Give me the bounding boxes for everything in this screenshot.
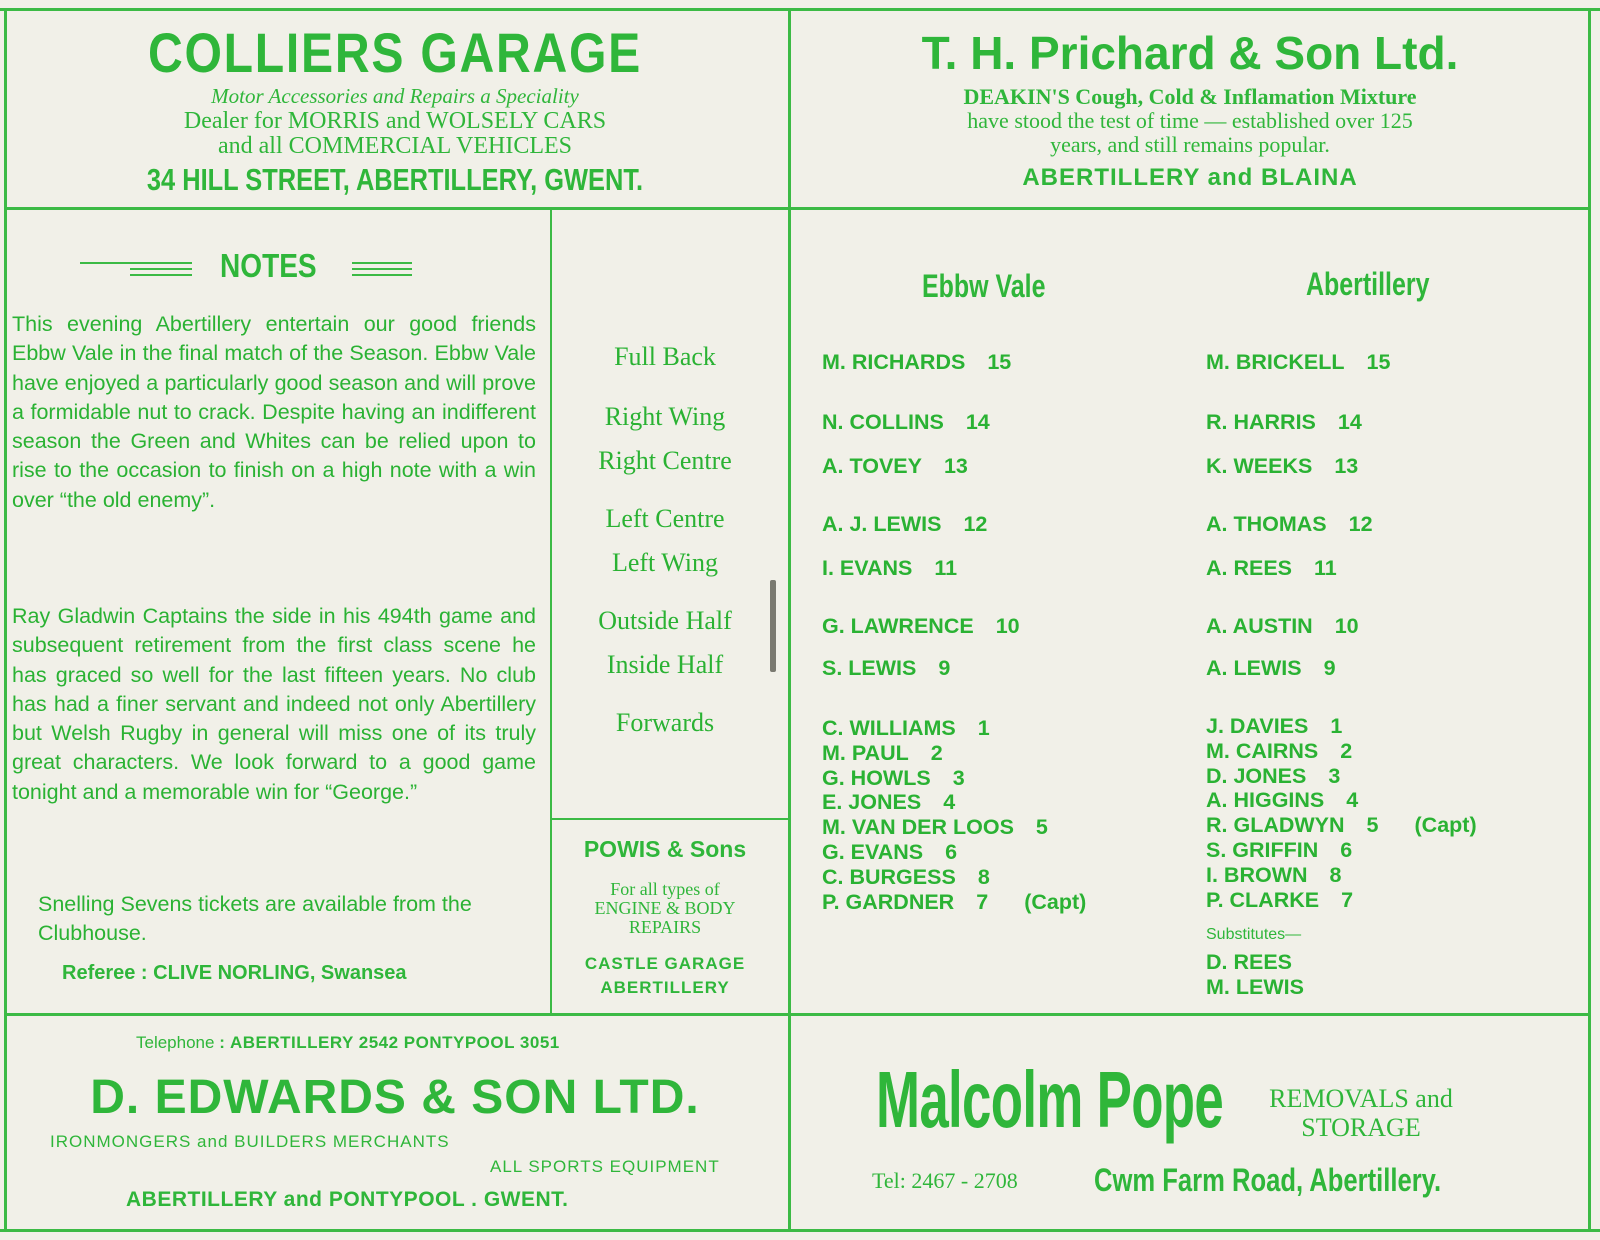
notes-paragraph-2 [12, 602, 536, 807]
position-right-centre: Right Centre [598, 446, 732, 475]
player-row [822, 741, 1086, 766]
player-number: 7 [1341, 887, 1354, 912]
position-left-centre: Left Centre [605, 504, 725, 533]
prichard-popular-line: years, and still remains popular. [1050, 132, 1330, 157]
player-name: I. EVANS [822, 556, 913, 580]
player-name: G. EVANS [822, 839, 924, 864]
player-row [822, 454, 968, 479]
player-number: 12 [963, 512, 988, 536]
powis-line: ENGINE & BODY [594, 898, 736, 918]
player-row [1206, 764, 1477, 789]
player-number: 12 [1348, 512, 1373, 536]
player-row [822, 890, 1086, 915]
player-row [822, 716, 1086, 741]
player-name: A. J. LEWIS [822, 512, 942, 536]
player-name: M. RICHARDS [822, 350, 966, 374]
player-name: A. HIGGINS [1206, 788, 1325, 813]
colliers-dealer-line: Dealer for MORRIS and WOLSELY CARS [183, 108, 607, 134]
position-inside-half: Inside Half [606, 650, 724, 679]
edwards-telephone-label: Telephone [136, 1033, 215, 1052]
player-row [1206, 512, 1373, 537]
ebbw-vale-forwards [822, 716, 1086, 914]
player-row [1206, 714, 1477, 739]
player-name: R. HARRIS [1206, 410, 1316, 434]
player-row [822, 512, 987, 537]
notes-rule-right [352, 262, 412, 264]
player-row [822, 410, 990, 435]
pope-address: Cwm Farm Road, Abertillery. [1094, 1162, 1442, 1198]
player-number: 10 [1334, 614, 1359, 638]
position-full-back: Full Back [614, 342, 716, 371]
powis-line: REPAIRS [628, 917, 702, 937]
player-row [1206, 656, 1336, 681]
substitute: M. LEWIS [1206, 974, 1304, 999]
player-name: G. HOWLS [822, 765, 931, 790]
pope-storage: STORAGE [1301, 1113, 1421, 1142]
player-row [1206, 863, 1477, 888]
substitutes-label: Substitutes— [1206, 926, 1302, 943]
notes-paragraph-1 [12, 310, 536, 515]
powis-town: ABERTILLERY [600, 978, 730, 997]
frame-top-line [0, 8, 1600, 11]
prichard-history-line: have stood the test of time — established over 125 [967, 108, 1413, 133]
player-name: A. REES [1206, 556, 1293, 580]
player-row [1206, 788, 1477, 813]
player-name: J. DAVIES [1206, 714, 1309, 738]
powis-title: POWIS & Sons [583, 836, 747, 862]
player-number: 4 [943, 790, 956, 815]
edwards-trade-line: IRONMONGERS and BUILDERS MERCHANTS [50, 1132, 450, 1151]
player-name: M. BRICKELL [1206, 350, 1345, 374]
notes-rule-right [352, 268, 412, 270]
player-row [1206, 888, 1477, 913]
player-number: 5 [1366, 813, 1379, 838]
player-name: M. VAN DER LOOS [822, 815, 1014, 840]
player-name: R. GLADWYN [1206, 813, 1345, 838]
player-number: 3 [952, 765, 965, 790]
colliers-address: 34 HILL STREET, ABERTILLERY, GWENT. [146, 162, 644, 197]
player-name: P. CLARKE [1206, 887, 1320, 912]
captain-badge: (Capt) [1024, 889, 1087, 914]
player-name: N. COLLINS [822, 410, 944, 434]
position-left-wing: Left Wing [611, 548, 719, 577]
powis-line: For all types of [610, 879, 720, 899]
edwards-title: D. EDWARDS & SON LTD. [90, 1071, 700, 1124]
player-number: 13 [1334, 454, 1359, 478]
player-row [822, 350, 1011, 375]
edwards-location: ABERTILLERY and PONTYPOOL . GWENT. [126, 1188, 569, 1211]
player-name: P. GARDNER [822, 889, 955, 914]
malcolm-pope-title: Malcolm Pope [876, 1055, 1224, 1144]
colliers-garage-title: COLLIERS GARAGE [147, 21, 643, 84]
player-name: C. BURGESS [822, 864, 956, 889]
colliers-vehicles-line: and all COMMERCIAL VEHICLES [218, 133, 572, 159]
footer-divider [4, 1013, 1591, 1016]
player-number: 15 [987, 350, 1012, 374]
prichard-location: ABERTILLERY and BLAINA [1022, 164, 1358, 191]
player-name: D. JONES [1206, 763, 1307, 788]
position-outside-half: Outside Half [598, 606, 732, 635]
pope-telephone: Tel: 2467 - 2708 [872, 1168, 1018, 1193]
player-number: 11 [1314, 556, 1337, 580]
player-number: 9 [938, 656, 951, 680]
player-number: 13 [943, 454, 968, 478]
player-name: M. PAUL [822, 740, 909, 765]
player-number: 4 [1346, 788, 1359, 813]
player-row [822, 840, 1086, 865]
colliers-tagline: Motor Accessories and Repairs a Speciality [211, 84, 579, 108]
notes-heading: NOTES [220, 247, 317, 284]
frame-left-line [4, 8, 7, 1232]
frame-bottom-line [0, 1229, 1600, 1232]
player-number: 14 [1337, 410, 1362, 434]
player-name: K. WEEKS [1206, 454, 1313, 478]
prichard-title: T. H. Prichard & Son Ltd. [921, 27, 1459, 79]
player-number: 1 [1330, 714, 1343, 738]
notes-paragraph-3 [38, 890, 538, 949]
player-name: C. WILLIAMS [822, 716, 956, 740]
captain-badge: (Capt) [1414, 813, 1477, 838]
position-right-wing: Right Wing [604, 402, 726, 431]
player-number: 11 [934, 556, 958, 580]
position-forwards: Forwards [615, 708, 715, 737]
player-row [1206, 556, 1337, 581]
notes-paragraph-2-text: Ray Gladwin Captains the side in his 494th game and subsequent retirement from the first class scene he has graced so well for the last fifteen years. No club has had a finer servant and indeed not only Abertillery but Welsh Rugby in general will miss one of its truly great characters. We look forward to a good game tonight and a memorable win for “George.” [12, 604, 536, 804]
notes-rule-left [80, 262, 192, 264]
edwards-sports-line: ALL SPORTS EQUIPMENT [490, 1157, 720, 1176]
player-row [1206, 838, 1477, 863]
player-name: M. CAIRNS [1206, 738, 1319, 763]
notes-rule-left [130, 268, 192, 270]
player-row [1206, 813, 1477, 838]
player-name: S. LEWIS [822, 656, 917, 680]
player-name: A. THOMAS [1206, 512, 1327, 536]
player-row [1206, 454, 1358, 479]
pope-removals: REMOVALS and [1269, 1084, 1453, 1113]
player-row [822, 865, 1086, 890]
notes-rule-left [130, 274, 192, 276]
player-number: 15 [1366, 350, 1391, 374]
player-row [822, 790, 1086, 815]
prichard-product-line: DEAKIN'S Cough, Cold & Inflamation Mixture [963, 84, 1417, 109]
player-number: 7 [976, 889, 989, 914]
player-row [822, 556, 957, 581]
player-row [822, 815, 1086, 840]
notes-paragraph-1-text: This evening Abertillery entertain our good friends Ebbw Vale in the final match of the Season. Ebbw Vale have enjoyed a particularly good season and will prove a formidable nut to crack. Despite having an indifferent season the Green and Whites can be relied upon to rise to the occasion to finish on a high note with a win over “the old enemy”. [12, 312, 536, 512]
team-heading-ebbw-vale: Ebbw Vale [922, 268, 1046, 304]
player-number: 9 [1323, 656, 1336, 680]
player-number: 2 [1340, 738, 1353, 763]
player-number: 8 [1329, 862, 1342, 887]
powis-garage: CASTLE GARAGE [584, 954, 746, 973]
notes-paragraph-3-text: Snelling Sevens tickets are available from the Clubhouse. [38, 892, 472, 946]
abertillery-substitutes [1206, 950, 1304, 1000]
player-name: E. JONES [822, 790, 922, 815]
team-heading-abertillery: Abertillery [1306, 266, 1430, 302]
player-number: 2 [930, 740, 943, 765]
player-number: 14 [965, 410, 990, 434]
player-name: A. AUSTIN [1206, 614, 1313, 638]
player-name: S. GRIFFIN [1206, 837, 1319, 862]
edwards-telephone [136, 1033, 560, 1053]
player-name: G. LAWRENCE [822, 614, 974, 638]
player-name: A. LEWIS [1206, 656, 1302, 680]
player-row [1206, 739, 1477, 764]
player-number: 6 [1340, 837, 1353, 862]
player-row [822, 614, 1020, 639]
player-number: 6 [945, 839, 958, 864]
player-name: I. BROWN [1206, 862, 1308, 887]
notes-rule-right [352, 274, 412, 276]
abertillery-forwards [1206, 714, 1477, 912]
player-row [1206, 614, 1359, 639]
referee-line: Referee : CLIVE NORLING, Swansea [62, 962, 407, 984]
header-divider [4, 207, 1591, 210]
player-row [822, 656, 950, 681]
player-name: A. TOVEY [822, 454, 922, 478]
player-number: 10 [995, 614, 1020, 638]
player-row [1206, 350, 1390, 375]
player-number: 8 [977, 864, 990, 889]
edwards-telephone-numbers: : ABERTILLERY 2542 PONTYPOOL 3051 [219, 1033, 560, 1052]
player-number: 1 [977, 716, 990, 740]
player-number: 5 [1035, 815, 1048, 840]
player-number: 3 [1328, 763, 1341, 788]
substitute: D. REES [1206, 950, 1293, 974]
powis-box-top [550, 818, 790, 820]
player-row [1206, 410, 1362, 435]
player-row [822, 766, 1086, 791]
